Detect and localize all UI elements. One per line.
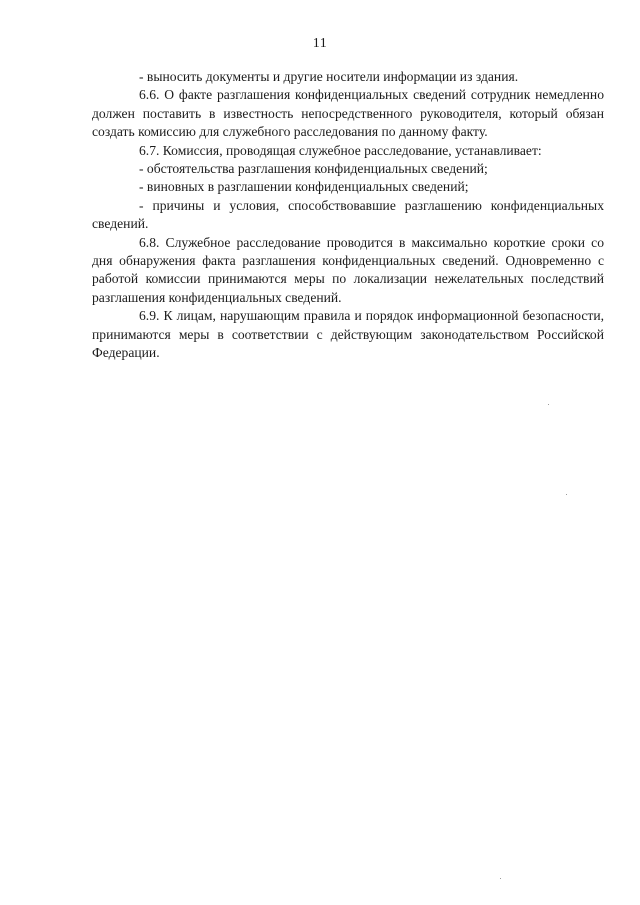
- list-item-guilty-persons: - виновных в разглашении конфиденциальных сведений;: [139, 179, 469, 195]
- paragraph-6-7: 6.7. Комиссия, проводящая служебное расследование, устанавливает:: [139, 142, 542, 158]
- list-item-causes-and-conditions: - причины и условия, способствовавшие разглашению конфиденциальных сведений.: [92, 197, 604, 232]
- paragraph-6-6: 6.6. О факте разглашения конфиденциальных сведений сотрудник немедленно должен поставить в известность непосредственного руководителя, который обязан создать комиссию для служебного расследования по данному факту.: [92, 87, 604, 140]
- page-number: 11: [312, 36, 328, 51]
- scan-speck: [500, 878, 501, 879]
- paragraph-6-8: 6.8. Служебное расследование проводится в максимально короткие сроки со дня обнаружения факта разглашения конфиденциальных сведений. Одновременно с работой комиссии принимаются меры по локализации нежелательных последствий разглашения конфиденциальных сведений.: [92, 234, 604, 305]
- scan-speck: [548, 404, 549, 405]
- page-body: [92, 68, 604, 363]
- scan-speck: [566, 494, 567, 495]
- paragraph-6-9: 6.9. К лицам, нарушающим правила и порядок информационной безопасности, принимаются меры в соответствии с действующим законодательством Российской Федерации.: [92, 308, 604, 361]
- paragraph-remove-documents: - выносить документы и другие носители информации из здания.: [139, 69, 519, 84]
- list-item-circumstances: - обстоятельства разглашения конфиденциальных сведений;: [139, 161, 488, 177]
